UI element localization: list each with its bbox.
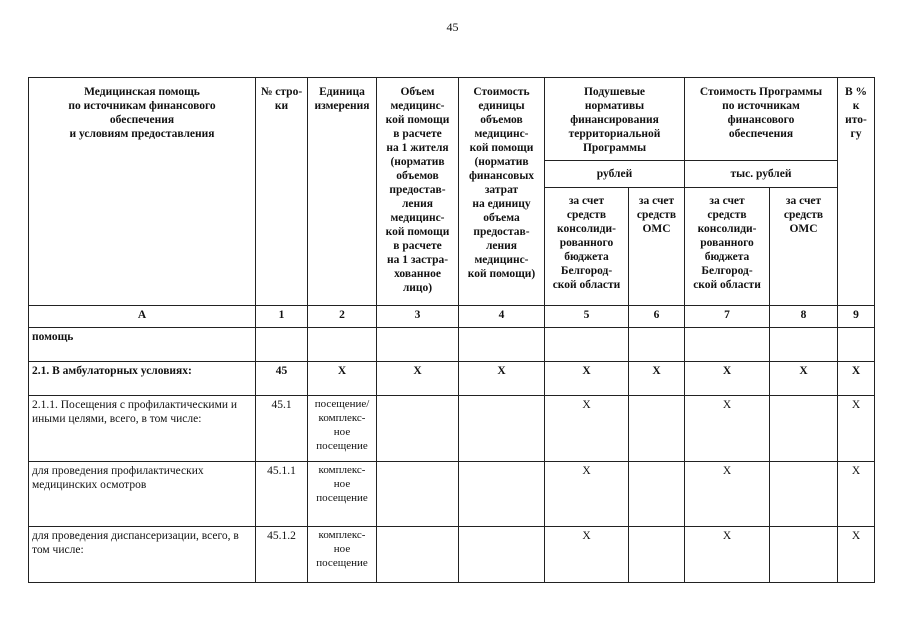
header-unit-thousand-rub: тыс. рублей	[685, 161, 838, 187]
table-cell	[629, 396, 685, 462]
unit-cell: посещение/ комплекс- ное посещение	[308, 396, 377, 462]
row-name: для проведения профилактических медицинских осмотров	[29, 462, 256, 527]
header-unit-rub: рублей	[545, 161, 685, 187]
table-cell: 45.1.1	[256, 462, 308, 527]
table-cell	[377, 328, 459, 362]
table-cell: Х	[838, 527, 875, 583]
header-col-1: № стро- ки	[260, 86, 303, 112]
table-cell: Х	[685, 396, 770, 462]
table-cell	[459, 462, 545, 527]
table-cell	[685, 328, 770, 362]
table-cell	[459, 527, 545, 583]
page-number: 45	[446, 20, 459, 34]
header-col-a: Медицинская помощь по источникам финансового обеспечения и условиям предоставления	[68, 86, 216, 140]
unit-cell: комплекс- ное посещение	[308, 462, 377, 527]
column-index: 8	[770, 306, 838, 328]
column-index: 9	[838, 306, 875, 328]
column-index: 2	[308, 306, 377, 328]
header-row-1	[29, 78, 875, 161]
table-cell	[256, 328, 308, 362]
table-cell: 45	[256, 362, 308, 396]
table-cell: Х	[685, 527, 770, 583]
column-index: 1	[256, 306, 308, 328]
column-index: А	[29, 306, 256, 328]
table-row	[29, 396, 875, 462]
row-name: помощь	[29, 328, 256, 362]
table-cell	[459, 396, 545, 462]
financing-table	[28, 77, 875, 583]
table-row	[29, 527, 875, 583]
unit-cell: комплекс- ное посещение	[308, 527, 377, 583]
table-cell	[770, 396, 838, 462]
table-cell	[377, 396, 459, 462]
table-cell	[770, 328, 838, 362]
header-col-3: Объем медицинс- кой помощи в расчете на 1 жителя (норматив объемов предостав- ления медицинс- кой помощи в расчете на 1 застра- хованное лицо)	[385, 86, 450, 294]
column-index-row	[29, 306, 875, 328]
table-row	[29, 328, 875, 362]
table-cell	[377, 462, 459, 527]
table-cell	[629, 462, 685, 527]
column-index: 6	[629, 306, 685, 328]
table-cell: Х	[308, 362, 377, 396]
table-cell: Х	[685, 362, 770, 396]
table-cell: Х	[459, 362, 545, 396]
row-name: 2.1. В амбулаторных условиях:	[29, 362, 256, 396]
table-cell: 45.1.2	[256, 527, 308, 583]
header-col-4: Стоимость единицы объемов медицинс- кой помощи (норматив финансовых затрат на единицу объема предостав- ления медицинс- кой помощи)	[467, 86, 536, 280]
column-index: 5	[545, 306, 629, 328]
header-group-cost: Стоимость Программы по источникам финансового обеспечения	[699, 86, 823, 140]
table-cell	[770, 462, 838, 527]
header-col-6: за счет средств ОМС	[636, 194, 677, 235]
table-cell	[629, 328, 685, 362]
table-cell: Х	[545, 527, 629, 583]
table-cell: Х	[377, 362, 459, 396]
column-index: 3	[377, 306, 459, 328]
table-cell	[629, 527, 685, 583]
table-row	[29, 362, 875, 396]
table-cell	[838, 328, 875, 362]
table-cell	[545, 328, 629, 362]
header-col-8: за счет средств ОМС	[783, 194, 824, 235]
table-cell: Х	[545, 362, 629, 396]
header-col-9: В % к ито- гу	[844, 86, 868, 140]
table-cell: Х	[838, 462, 875, 527]
column-index: 4	[459, 306, 545, 328]
table-cell: Х	[629, 362, 685, 396]
table-row	[29, 462, 875, 527]
table-cell: Х	[545, 462, 629, 527]
table-cell: Х	[838, 362, 875, 396]
header-col-5: за счет средств консолиди- рованного бюджета Белгород- ской области	[552, 194, 621, 291]
row-name: для проведения диспансеризации, всего, в том числе:	[29, 527, 256, 583]
header-group-normatives: Подушевые нормативы финансирования территориальной Программы	[568, 86, 661, 154]
table-cell	[770, 527, 838, 583]
table-cell	[308, 328, 377, 362]
row-name: 2.1.1. Посещения с профилактическими и иными целями, всего, в том числе:	[29, 396, 256, 462]
table-cell	[377, 527, 459, 583]
table-cell: 45.1	[256, 396, 308, 462]
header-col-7: за счет средств консолиди- рованного бюджета Белгород- ской области	[693, 194, 761, 291]
table-cell	[459, 328, 545, 362]
table-cell: Х	[545, 396, 629, 462]
header-col-2: Единица измерения	[314, 86, 370, 112]
column-index: 7	[685, 306, 770, 328]
table-cell: Х	[685, 462, 770, 527]
table-cell: Х	[838, 396, 875, 462]
table-cell: Х	[770, 362, 838, 396]
